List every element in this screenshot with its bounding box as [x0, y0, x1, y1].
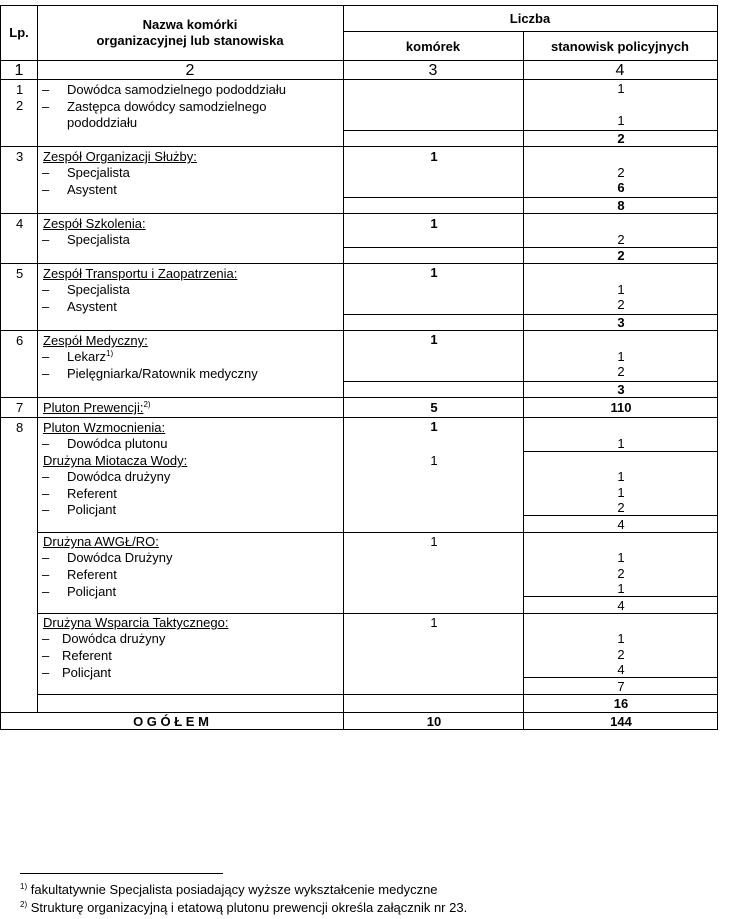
list-dash: –: [42, 631, 50, 646]
list-dash: –: [42, 282, 50, 297]
value-posts: 1: [617, 436, 625, 451]
value-posts: 2: [617, 566, 625, 581]
list-item: pododdziału: [67, 115, 138, 130]
subtotal-posts: 7: [617, 679, 625, 694]
value-cells: 1: [430, 265, 438, 280]
list-dash: –: [42, 550, 50, 565]
list-item: Specjalista: [67, 165, 130, 180]
value-posts: 1: [617, 469, 625, 484]
list-item: Specjalista: [67, 232, 130, 247]
value-posts: 2: [617, 647, 625, 662]
total-posts: 144: [610, 714, 632, 729]
value-posts: 1: [617, 581, 625, 596]
list-item: Dowódca samodzielnego pododdziału: [67, 82, 286, 97]
list-item: Policjant: [67, 502, 117, 517]
subtotal-posts: 3: [617, 382, 625, 397]
value-posts: 6: [617, 180, 625, 195]
subtotal-posts: 8: [617, 198, 625, 213]
value-posts: 1: [617, 631, 625, 646]
subtotal-posts: 3: [617, 315, 625, 330]
value-posts: 1: [617, 550, 625, 565]
section-title: Zespół Organizacji Służby:: [43, 149, 197, 164]
list-item: Dowódca Drużyny: [67, 550, 173, 565]
value-posts: 1: [617, 81, 625, 96]
value-posts: 4: [617, 662, 625, 677]
header-col-number-4: 4: [615, 62, 625, 79]
section-title: Zespół Transportu i Zaopatrzenia:: [43, 266, 238, 281]
value-posts: 1: [617, 282, 625, 297]
list-dash: –: [42, 232, 50, 247]
list-item: Policjant: [67, 584, 117, 599]
value-cells: 1: [430, 149, 438, 164]
header-col-number-1: 1: [14, 62, 24, 79]
value-posts: 1: [617, 113, 625, 128]
total-label: O G Ó Ł E M: [133, 714, 209, 729]
list-item: Lekarz$^{1)}$: [67, 349, 114, 364]
subtotal-posts: 2: [617, 131, 625, 146]
footnote-separator: [20, 873, 223, 874]
row-lp-5: 5: [16, 266, 24, 281]
list-item: Zastępca dowódcy samodzielnego: [67, 99, 267, 114]
list-dash: –: [42, 299, 50, 314]
subsection-title: Drużyna AWGŁ/RO:: [43, 534, 159, 549]
header-name-line1: Nazwa komórki: [142, 17, 238, 32]
value-posts: 1: [617, 485, 625, 500]
list-dash: –: [42, 469, 50, 484]
row-lp-4: 4: [16, 216, 24, 231]
section-title: Pluton Wzmocnienia:: [43, 420, 166, 435]
subtotal-posts: 4: [617, 517, 625, 532]
list-dash: –: [42, 486, 50, 501]
list-dash: –: [42, 165, 50, 180]
row-lp-1: 1: [16, 82, 24, 97]
list-item: Referent: [62, 648, 112, 663]
row-lp-8: 8: [16, 420, 24, 435]
section-title: Zespół Szkolenia:: [43, 216, 146, 231]
list-dash: –: [42, 567, 50, 582]
list-dash: –: [42, 366, 50, 381]
list-dash: –: [42, 349, 50, 364]
total-cells: 10: [426, 714, 442, 729]
value-posts: 2: [617, 500, 625, 515]
value-cells: 1: [430, 615, 438, 630]
footnote-ref: 2): [143, 400, 151, 409]
value-posts: 110: [610, 400, 632, 415]
list-item: Pielęgniarka/Ratownik medyczny: [67, 366, 258, 381]
list-dash: –: [42, 82, 50, 97]
list-dash: –: [42, 182, 50, 197]
value-posts: 2: [617, 364, 625, 379]
list-dash: –: [42, 584, 50, 599]
value-posts: 1: [617, 349, 625, 364]
list-item: Specjalista: [67, 282, 130, 297]
list-dash: –: [42, 99, 50, 114]
subtotal-posts: 2: [617, 248, 625, 263]
subtotal-posts: 4: [617, 598, 625, 613]
header-col-number-2: 2: [185, 62, 195, 79]
value-cells: 1: [430, 216, 438, 231]
row-lp-6: 6: [16, 333, 24, 348]
subsection-title: Drużyna Wsparcia Taktycznego:: [43, 615, 229, 630]
footnote-2: $^{2)}$ Strukturę organizacyjną i etatową plutonu prewencji określa załącznik nr 23.: [20, 900, 468, 915]
row-lp-3: 3: [16, 149, 24, 164]
list-dash: –: [42, 436, 50, 451]
subsection-title: Drużyna Miotacza Wody:: [43, 453, 188, 468]
value-cells: 1: [430, 419, 438, 434]
value-posts: 2: [617, 165, 625, 180]
list-item: Dowódca drużyny: [62, 631, 166, 646]
row-lp-7: 7: [16, 400, 24, 415]
list-item: Referent: [67, 486, 117, 501]
subtotal-posts: 16: [613, 696, 629, 711]
section-title: Zespół Medyczny:: [43, 333, 148, 348]
footnote-1: $^{1)}$ fakultatywnie Specjalista posiadający wyższe wykształcenie medyczne: [20, 882, 438, 897]
header-col-number-3: 3: [428, 62, 438, 79]
list-item: Policjant: [62, 665, 112, 680]
value-cells: 5: [430, 400, 438, 415]
list-item: Referent: [67, 567, 117, 582]
value-cells: 1: [430, 534, 438, 549]
value-posts: 2: [617, 297, 625, 312]
header-stanowisk: stanowisk policyjnych: [551, 39, 689, 54]
section-title: Pluton Prewencji:$^{2)}$: [43, 400, 151, 415]
list-item: Dowódca plutonu: [67, 436, 168, 451]
footnote-ref: 1): [106, 349, 114, 358]
value-cells: 1: [430, 332, 438, 347]
value-cells: 1: [430, 453, 438, 468]
list-dash: –: [42, 502, 50, 517]
header-komorek: komórek: [405, 39, 461, 54]
header-name-line2: organizacyjnej lub stanowiska: [96, 33, 284, 48]
value-posts: 2: [617, 232, 625, 247]
list-item: Dowódca drużyny: [67, 469, 171, 484]
header-lp: Lp.: [9, 25, 29, 40]
row-lp-2: 2: [16, 98, 24, 113]
list-item: Asystent: [67, 182, 117, 197]
header-liczba: Liczba: [509, 11, 551, 26]
list-item: Asystent: [67, 299, 117, 314]
list-dash: –: [42, 648, 50, 663]
list-dash: –: [42, 665, 50, 680]
